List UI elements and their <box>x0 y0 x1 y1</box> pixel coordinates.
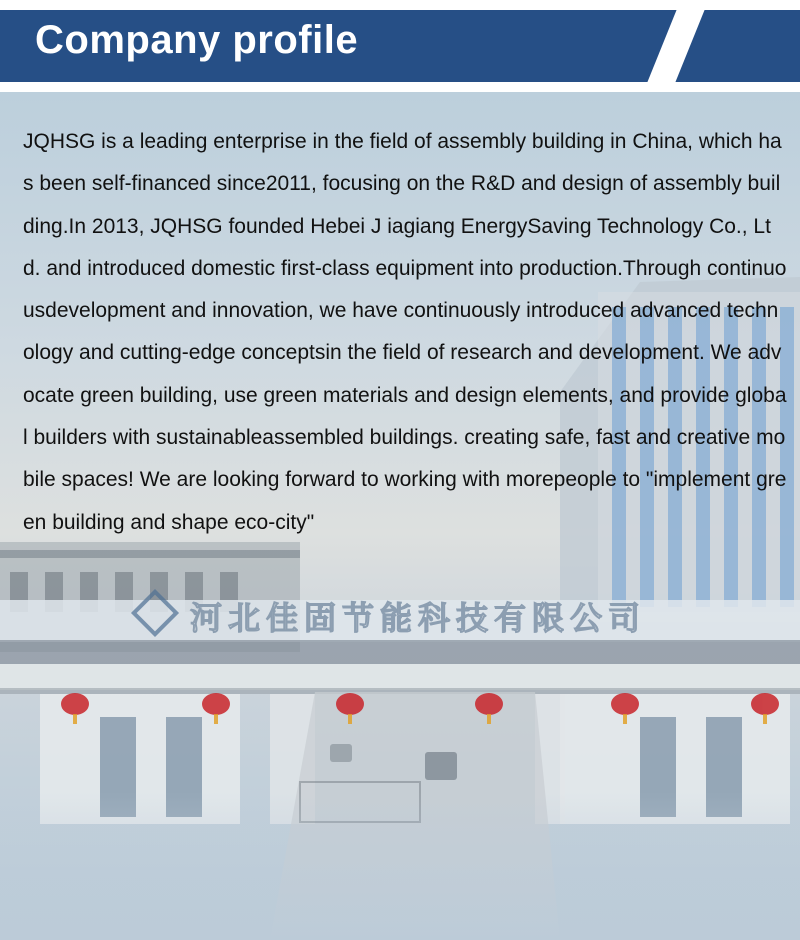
page-title: Company profile <box>35 18 359 62</box>
header-spacer <box>0 82 800 92</box>
section-header <box>0 10 800 82</box>
gate-sign-text: 河北佳固节能科技有限公司 <box>190 599 647 637</box>
company-description: JQHSG is a leading enterprise in the field of assembly building in China, which has been self-financed since2011, focusing on the R&D and design of assembly building.In 2013, JQHSG founded Hebei J iagiang EnergySaving Technology Co., Ltd. and introduced domestic first-class equipment into production.Through continuousdevelopment and innovation, we have continuously introduced advanced technology and cutting-edge conceptsin the field of research and development. We advocate green building, use green materials and design elements, and provide global builders with sustainableassembled buildings. creating safe, fast and creative mobile spaces! We are looking forward to working with morepeople to "implement green building and shape eco-city" <box>23 130 787 534</box>
gate-canopy <box>0 640 800 664</box>
